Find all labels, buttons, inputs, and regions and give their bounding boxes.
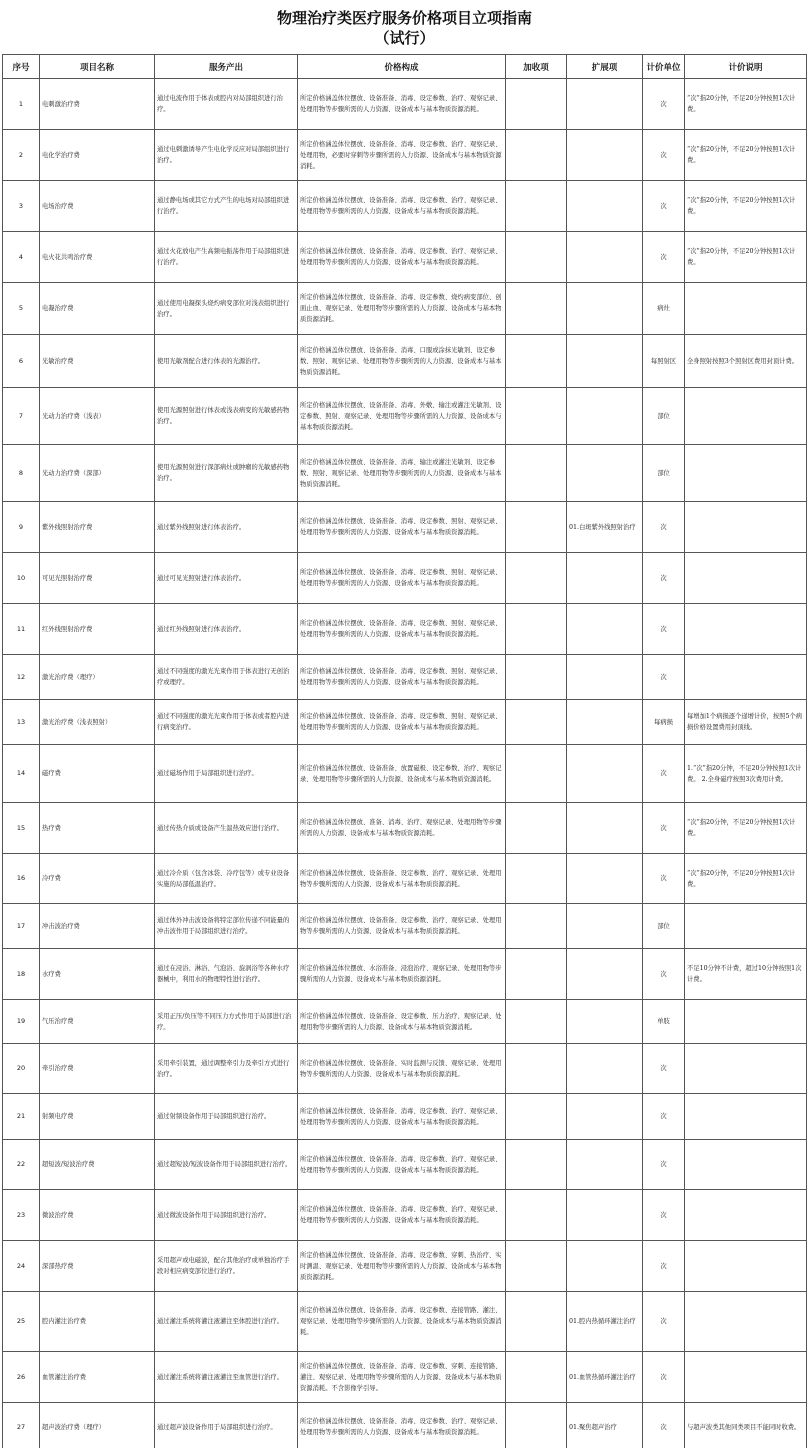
cell-no: 19 xyxy=(3,1000,40,1044)
cell-no: 3 xyxy=(3,181,40,232)
cell-unit: 部位 xyxy=(643,904,685,949)
cell-name: 腔内灌注治疗费 xyxy=(40,1292,155,1352)
cell-note: “次”指20分钟，不足20分钟按照1次计费。 xyxy=(685,232,807,283)
table-row xyxy=(3,700,807,745)
table-row xyxy=(3,181,807,232)
header-composition: 价格构成 xyxy=(298,55,506,79)
cell-output: 通过传热介质或设备产生温热效应进行治疗。 xyxy=(155,803,298,854)
cell-surcharge xyxy=(506,388,567,445)
cell-extension xyxy=(567,283,643,335)
cell-composition: 所定价格涵盖体位摆放、设备准备、设定参数、压力治疗、观察记录、处理用物等步骤所需的人力资源、设备成本与基本物质资源消耗。 xyxy=(298,1000,506,1044)
cell-output: 通过静电场或其它方式产生的电场对局部组织进行治疗。 xyxy=(155,181,298,232)
cell-extension xyxy=(567,700,643,745)
cell-output: 通过体外冲击波设备将特定部位传递不同能量的冲击波作用于局部组织进行治疗。 xyxy=(155,904,298,949)
header-name: 项目名称 xyxy=(40,55,155,79)
cell-unit: 次 xyxy=(643,604,685,655)
cell-composition: 所定价格涵盖体位摆放、设备准备、消毒、设定参数、照射、观察记录、处理用物等步骤所需的人力资源、设备成本与基本物质资源消耗。 xyxy=(298,700,506,745)
cell-extension xyxy=(567,854,643,904)
cell-name: 牵引治疗费 xyxy=(40,1044,155,1094)
cell-surcharge xyxy=(506,79,567,130)
cell-unit: 每照射区 xyxy=(643,335,685,388)
cell-no: 24 xyxy=(3,1241,40,1292)
cell-surcharge xyxy=(506,1140,567,1190)
cell-extension: 01.白斑紫外线照射治疗 xyxy=(567,502,643,553)
cell-composition: 所定价格涵盖体位摆放、设备准备、消毒、口服或涂抹光敏剂、设定参数、照射、观察记录、处理用物等步骤所需的人力资源、设备成本与基本物质资源消耗。 xyxy=(298,335,506,388)
cell-no: 5 xyxy=(3,283,40,335)
cell-note: 不足10分钟不计费，超过10分钟按照1次计费。 xyxy=(685,949,807,1000)
cell-output: 通过射频设备作用于局部组织进行治疗。 xyxy=(155,1094,298,1140)
cell-name: 微波治疗费 xyxy=(40,1190,155,1241)
cell-name: 电凝治疗费 xyxy=(40,283,155,335)
cell-name: 电场治疗费 xyxy=(40,181,155,232)
cell-name: 冷疗费 xyxy=(40,854,155,904)
table-row xyxy=(3,553,807,604)
cell-unit: 次 xyxy=(643,232,685,283)
cell-note xyxy=(685,1190,807,1241)
table-row xyxy=(3,1044,807,1094)
cell-extension xyxy=(567,655,643,700)
cell-surcharge xyxy=(506,130,567,181)
cell-output: 通过超声波设备作用于局部组织进行治疗。 xyxy=(155,1403,298,1448)
cell-composition: 所定价格涵盖体位摆放、设备准备、消毒、输注或灌注光敏剂、设定参数、照射、观察记录、处理用物等步骤所需的人力资源、设备成本与基本物质资源消耗。 xyxy=(298,445,506,502)
cell-unit: 次 xyxy=(643,854,685,904)
cell-extension xyxy=(567,745,643,803)
cell-no: 14 xyxy=(3,745,40,803)
cell-note xyxy=(685,904,807,949)
table-row xyxy=(3,904,807,949)
cell-no: 21 xyxy=(3,1094,40,1140)
cell-no: 27 xyxy=(3,1403,40,1448)
cell-no: 18 xyxy=(3,949,40,1000)
cell-name: 气压治疗费 xyxy=(40,1000,155,1044)
cell-note: 全身照射按照3个照射区费用封顶计费。 xyxy=(685,335,807,388)
table-row xyxy=(3,283,807,335)
cell-composition: 所定价格涵盖体位摆放、设备准备、消毒、设定参数、治疗、观察记录、处理用物等步骤所需的人力资源、设备成本与基本物质资源消耗。 xyxy=(298,1403,506,1448)
cell-unit: 次 xyxy=(643,1094,685,1140)
cell-surcharge xyxy=(506,1000,567,1044)
cell-extension xyxy=(567,904,643,949)
cell-extension xyxy=(567,445,643,502)
cell-output: 通过不同强度的激光光束作用于体表或者腔内进行病变治疗。 xyxy=(155,700,298,745)
cell-surcharge xyxy=(506,1403,567,1448)
cell-unit: 每病损 xyxy=(643,700,685,745)
table-row xyxy=(3,949,807,1000)
cell-note xyxy=(685,445,807,502)
cell-composition: 所定价格涵盖体位摆放、设备准备、消毒、设定参数、治疗、观察记录、处理用物等步骤所需的人力资源、设备成本与基本物质资源消耗。 xyxy=(298,1190,506,1241)
cell-output: 通过灌注系统将灌注液灌注至体腔进行治疗。 xyxy=(155,1292,298,1352)
cell-extension xyxy=(567,1241,643,1292)
cell-unit: 次 xyxy=(643,803,685,854)
document-title: 物理治疗类医疗服务价格项目立项指南 xyxy=(276,9,532,27)
header-unit: 计价单位 xyxy=(643,55,685,79)
cell-composition: 所定价格涵盖体位摆放、设备准备、消毒、设定参数、治疗、观察记录、处理用物等步骤所需的人力资源、设备成本与基本物质资源消耗。 xyxy=(298,1094,506,1140)
cell-name: 冲击波治疗费 xyxy=(40,904,155,949)
cell-composition: 所定价格涵盖体位摆放、设备准备、消毒、设定参数、治疗、观察记录、处理用物等步骤所需的人力资源、设备成本与基本物质资源消耗。 xyxy=(298,181,506,232)
cell-surcharge xyxy=(506,1044,567,1094)
table-row xyxy=(3,130,807,181)
cell-no: 8 xyxy=(3,445,40,502)
cell-unit: 次 xyxy=(643,181,685,232)
header-row xyxy=(3,55,807,79)
cell-unit: 次 xyxy=(643,1044,685,1094)
table-row xyxy=(3,745,807,803)
cell-note xyxy=(685,283,807,335)
cell-note xyxy=(685,502,807,553)
table-row xyxy=(3,1094,807,1140)
cell-extension xyxy=(567,388,643,445)
cell-composition: 所定价格涵盖体位摆放、设备准备、消毒、设定参数、烧灼病变部位、创面止血、观察记录、处理用物等步骤所需的人力资源、设备成本与基本物质资源消耗。 xyxy=(298,283,506,335)
cell-unit: 病灶 xyxy=(643,283,685,335)
cell-output: 通过不同强度的激光光束作用于体表进行无创治疗或理疗。 xyxy=(155,655,298,700)
document-subtitle: （试行） xyxy=(374,29,435,47)
cell-name: 光动力治疗费（浅表） xyxy=(40,388,155,445)
cell-no: 23 xyxy=(3,1190,40,1241)
cell-note xyxy=(685,1292,807,1352)
cell-note xyxy=(685,1140,807,1190)
cell-surcharge xyxy=(506,904,567,949)
cell-composition: 所定价格涵盖体位摆放、设备准备、消毒、设定参数、穿刺、热治疗、实时测温、观察记录、处理用物等步骤所需的人力资源、设备成本与基本物质资源消耗。 xyxy=(298,1241,506,1292)
table-row xyxy=(3,445,807,502)
cell-output: 通过电刺激诱导产生电化学反应对局部组织进行治疗。 xyxy=(155,130,298,181)
table-row xyxy=(3,1403,807,1448)
cell-no: 15 xyxy=(3,803,40,854)
cell-unit: 次 xyxy=(643,1140,685,1190)
cell-extension: 01.腔内热循环灌注治疗 xyxy=(567,1292,643,1352)
cell-note xyxy=(685,1000,807,1044)
cell-output: 采用牵引装置，通过调整牵引力及牵引方式进行治疗。 xyxy=(155,1044,298,1094)
header-extension: 扩展项 xyxy=(567,55,643,79)
cell-unit: 次 xyxy=(643,502,685,553)
cell-note xyxy=(685,1044,807,1094)
cell-output: 通过红外线照射进行体表治疗。 xyxy=(155,604,298,655)
cell-surcharge xyxy=(506,655,567,700)
cell-output: 通过灌注系统将灌注液灌注至血管进行治疗。 xyxy=(155,1352,298,1403)
cell-unit: 次 xyxy=(643,79,685,130)
table-row xyxy=(3,1190,807,1241)
cell-name: 红外线照射治疗费 xyxy=(40,604,155,655)
cell-name: 光敏治疗费 xyxy=(40,335,155,388)
cell-composition: 所定价格涵盖体位摆放、设备准备、消毒、设定参数、照射、观察记录、处理用物等步骤所需的人力资源、设备成本与基本物质资源消耗。 xyxy=(298,553,506,604)
header-no: 序号 xyxy=(3,55,40,79)
cell-output: 采用超声或电磁波，配合其他治疗或单独治疗手段对相应病变部位进行治疗。 xyxy=(155,1241,298,1292)
cell-extension xyxy=(567,1140,643,1190)
cell-unit: 部位 xyxy=(643,388,685,445)
cell-output: 通过使用电凝探头烧灼病变部位对浅表组织进行治疗。 xyxy=(155,283,298,335)
cell-surcharge xyxy=(506,1352,567,1403)
cell-extension xyxy=(567,803,643,854)
cell-surcharge xyxy=(506,283,567,335)
table-row xyxy=(3,232,807,283)
cell-surcharge xyxy=(506,803,567,854)
cell-no: 13 xyxy=(3,700,40,745)
table-row xyxy=(3,502,807,553)
cell-name: 超短波/短波治疗费 xyxy=(40,1140,155,1190)
cell-no: 4 xyxy=(3,232,40,283)
cell-note: “次”指20分钟，不足20分钟按照1次计费。 xyxy=(685,854,807,904)
cell-output: 使用光源照射进行深部病灶或肿瘤的光敏感药物治疗。 xyxy=(155,445,298,502)
cell-output: 通过电流作用于体表或腔内对局部组织进行治疗。 xyxy=(155,79,298,130)
cell-surcharge xyxy=(506,232,567,283)
cell-note: 与超声波类其他同类项目不能同时收费。 xyxy=(685,1403,807,1448)
cell-surcharge xyxy=(506,854,567,904)
cell-composition: 所定价格涵盖体位摆放、设备准备、设定参数、治疗、观察记录、处理用物等步骤所需的人力资源、设备成本与基本物质资源消耗。 xyxy=(298,904,506,949)
cell-surcharge xyxy=(506,604,567,655)
table-row xyxy=(3,1241,807,1292)
table-row xyxy=(3,79,807,130)
cell-composition: 所定价格涵盖体位摆放、设备准备、实时监测与反馈、观察记录、处理用物等步骤所需的人力资源、设备成本与基本物质资源消耗。 xyxy=(298,1044,506,1094)
cell-name: 电刺激治疗费 xyxy=(40,79,155,130)
cell-extension xyxy=(567,130,643,181)
cell-surcharge xyxy=(506,181,567,232)
price-table xyxy=(2,54,807,1448)
cell-extension xyxy=(567,335,643,388)
cell-extension xyxy=(567,181,643,232)
cell-output: 使用光源照射进行体表或浅表病变的光敏感药物治疗。 xyxy=(155,388,298,445)
cell-note xyxy=(685,655,807,700)
table-row xyxy=(3,1000,807,1044)
cell-composition: 所定价格涵盖体位摆放、设备准备、消毒、设定参数、连接管路、灌注、观察记录、处理用物等步骤所需的人力资源、设备成本与基本物质资源消耗。 xyxy=(298,1292,506,1352)
cell-extension xyxy=(567,1000,643,1044)
cell-output: 采用正压/负压等不同压力方式作用于局部进行治疗。 xyxy=(155,1000,298,1044)
cell-no: 20 xyxy=(3,1044,40,1094)
cell-surcharge xyxy=(506,1241,567,1292)
cell-surcharge xyxy=(506,335,567,388)
cell-note xyxy=(685,553,807,604)
table-row xyxy=(3,1292,807,1352)
cell-note xyxy=(685,1241,807,1292)
cell-no: 16 xyxy=(3,854,40,904)
cell-note xyxy=(685,1352,807,1403)
cell-unit: 次 xyxy=(643,1190,685,1241)
cell-note: “次”指20分钟，不足20分钟按照1次计费。 xyxy=(685,130,807,181)
cell-composition: 所定价格涵盖体位摆放、准备、消毒、治疗、观察记录、处理用物等步骤所需的人力资源、设备成本与基本物质资源消耗。 xyxy=(298,803,506,854)
cell-output: 通过火花放电产生高频电振荡作用于局部组织进行治疗。 xyxy=(155,232,298,283)
header-note: 计价说明 xyxy=(685,55,807,79)
cell-note: “次”指20分钟，不足20分钟按照1次计费。 xyxy=(685,803,807,854)
cell-surcharge xyxy=(506,949,567,1000)
cell-note xyxy=(685,604,807,655)
cell-no: 6 xyxy=(3,335,40,388)
cell-no: 25 xyxy=(3,1292,40,1352)
cell-unit: 部位 xyxy=(643,445,685,502)
cell-extension: 01.血管热循环灌注治疗 xyxy=(567,1352,643,1403)
cell-extension xyxy=(567,1094,643,1140)
cell-unit: 次 xyxy=(643,745,685,803)
cell-unit: 次 xyxy=(643,1352,685,1403)
cell-output: 通过磁场作用于局部组织进行治疗。 xyxy=(155,745,298,803)
table-row xyxy=(3,1352,807,1403)
header-surcharge: 加收项 xyxy=(506,55,567,79)
cell-no: 2 xyxy=(3,130,40,181)
cell-composition: 所定价格涵盖体位摆放、设备准备、消毒、设定参数、照射、观察记录、处理用物等步骤所需的人力资源、设备成本与基本物质资源消耗。 xyxy=(298,655,506,700)
cell-name: 超声波治疗费（理疗） xyxy=(40,1403,155,1448)
cell-note: 每增加1个病损逐个递增计价，按照5个病损价格设置费用封顶线。 xyxy=(685,700,807,745)
cell-unit: 次 xyxy=(643,1292,685,1352)
cell-surcharge xyxy=(506,553,567,604)
cell-output: 通过微波设备作用于局部组织进行治疗。 xyxy=(155,1190,298,1241)
cell-no: 17 xyxy=(3,904,40,949)
cell-name: 电化学治疗费 xyxy=(40,130,155,181)
cell-name: 电火花共鸣治疗费 xyxy=(40,232,155,283)
cell-name: 血管灌注治疗费 xyxy=(40,1352,155,1403)
cell-extension xyxy=(567,79,643,130)
cell-composition: 所定价格涵盖体位摆放、设备准备、消毒、设定参数、治疗、观察记录、处理用物等步骤所需的人力资源、设备成本与基本物质资源消耗。 xyxy=(298,1140,506,1190)
cell-surcharge xyxy=(506,745,567,803)
cell-extension xyxy=(567,604,643,655)
cell-surcharge xyxy=(506,445,567,502)
cell-extension: 01.聚焦超声治疗 xyxy=(567,1403,643,1448)
cell-no: 10 xyxy=(3,553,40,604)
cell-surcharge xyxy=(506,1094,567,1140)
cell-name: 激光治疗费（浅表照射） xyxy=(40,700,155,745)
cell-name: 可见光照射治疗费 xyxy=(40,553,155,604)
cell-unit: 次 xyxy=(643,1403,685,1448)
cell-name: 热疗费 xyxy=(40,803,155,854)
table-row xyxy=(3,335,807,388)
cell-unit: 次 xyxy=(643,655,685,700)
cell-composition: 所定价格涵盖体位摆放、设备准备、消毒、设定参数、照射、观察记录、处理用物等步骤所需的人力资源、设备成本与基本物质资源消耗。 xyxy=(298,502,506,553)
cell-composition: 所定价格涵盖体位摆放、水浴准备、浸泡治疗、观察记录、处理用物等步骤所需的人力资源、设备成本与基本物质资源消耗。 xyxy=(298,949,506,1000)
cell-name: 光动力治疗费（深部） xyxy=(40,445,155,502)
cell-output: 使用光敏剂配合进行体表的光源治疗。 xyxy=(155,335,298,388)
cell-composition: 所定价格涵盖体位摆放、设备准备、消毒、设定参数、穿刺、连接管路、灌注、观察记录、处理用物等步骤所需的人力资源、设备成本与基本物质资源消耗。不含影像学引导。 xyxy=(298,1352,506,1403)
cell-extension xyxy=(567,949,643,1000)
cell-composition: 所定价格涵盖体位摆放、设备准备、消毒、外敷、输注或灌注光敏剂、设定参数、照射、观察记录、处理用物等步骤所需的人力资源、设备成本与基本物质资源消耗。 xyxy=(298,388,506,445)
cell-unit: 次 xyxy=(643,130,685,181)
cell-composition: 所定价格涵盖体位摆放、设备准备、消毒、设定参数、照射、观察记录、处理用物等步骤所需的人力资源、设备成本与基本物质资源消耗。 xyxy=(298,604,506,655)
cell-name: 紫外线照射治疗费 xyxy=(40,502,155,553)
table-row xyxy=(3,1140,807,1190)
cell-note: “次”指20分钟，不足20分钟按照1次计费。 xyxy=(685,79,807,130)
cell-output: 通过在浸浴、淋浴、气泡浴、旋涡浴等各种水疗器械中，利用水的物理特性进行治疗。 xyxy=(155,949,298,1000)
cell-unit: 次 xyxy=(643,553,685,604)
cell-note: 1.“次”指20分钟，不足20分钟按照1次计费。 2.全身磁疗按照3次费用计费。 xyxy=(685,745,807,803)
cell-unit: 单肢 xyxy=(643,1000,685,1044)
cell-output: 通过冷介质（包含冰袋、冷疗包等）或专业设备实施的局部低温治疗。 xyxy=(155,854,298,904)
cell-surcharge xyxy=(506,700,567,745)
cell-name: 激光治疗费（理疗） xyxy=(40,655,155,700)
cell-unit: 次 xyxy=(643,949,685,1000)
cell-composition: 所定价格涵盖体位摆放、设备准备、放置磁极、设定参数、治疗、观察记录、处理用物等步骤所需的人力资源、设备成本与基本物质资源消耗。 xyxy=(298,745,506,803)
cell-extension xyxy=(567,1044,643,1094)
cell-note: “次”指20分钟，不足20分钟按照1次计费。 xyxy=(685,181,807,232)
cell-no: 12 xyxy=(3,655,40,700)
table-body xyxy=(3,79,807,1448)
cell-unit: 次 xyxy=(643,1241,685,1292)
cell-name: 射频电疗费 xyxy=(40,1094,155,1140)
cell-extension xyxy=(567,553,643,604)
cell-no: 11 xyxy=(3,604,40,655)
header-output: 服务产出 xyxy=(155,55,298,79)
cell-name: 磁疗费 xyxy=(40,745,155,803)
table-row xyxy=(3,604,807,655)
cell-no: 22 xyxy=(3,1140,40,1190)
cell-name: 水疗费 xyxy=(40,949,155,1000)
cell-name: 深部热疗费 xyxy=(40,1241,155,1292)
cell-output: 通过紫外线照射进行体表治疗。 xyxy=(155,502,298,553)
cell-surcharge xyxy=(506,502,567,553)
table-row xyxy=(3,388,807,445)
cell-no: 7 xyxy=(3,388,40,445)
cell-no: 1 xyxy=(3,79,40,130)
cell-output: 通过可见光照射进行体表治疗。 xyxy=(155,553,298,604)
cell-composition: 所定价格涵盖体位摆放、设备准备、消毒、设定参数、治疗、观察记录、处理用物等步骤所需的人力资源、设备成本与基本物质资源消耗。 xyxy=(298,232,506,283)
cell-surcharge xyxy=(506,1292,567,1352)
cell-no: 26 xyxy=(3,1352,40,1403)
cell-surcharge xyxy=(506,1190,567,1241)
cell-no: 9 xyxy=(3,502,40,553)
table-row xyxy=(3,803,807,854)
cell-composition: 所定价格涵盖体位摆放、设备准备、设定参数、治疗、观察记录、处理用物等步骤所需的人力资源、设备成本与基本物质资源消耗。 xyxy=(298,854,506,904)
cell-extension xyxy=(567,232,643,283)
cell-composition: 所定价格涵盖体位摆放、设备准备、消毒、设定参数、治疗、观察记录、处理用物等步骤所需的人力资源、设备成本与基本物质资源消耗。 xyxy=(298,79,506,130)
cell-extension xyxy=(567,1190,643,1241)
table-row xyxy=(3,854,807,904)
cell-note xyxy=(685,388,807,445)
table-row xyxy=(3,655,807,700)
cell-note xyxy=(685,1094,807,1140)
cell-composition: 所定价格涵盖体位摆放、设备准备、消毒、设定参数、治疗、观察记录、处理用物，必要时穿刺等步骤所需的人力资源、设备成本与基本物质资源消耗。 xyxy=(298,130,506,181)
cell-output: 通过超短波/短波设备作用于局部组织进行治疗。 xyxy=(155,1140,298,1190)
